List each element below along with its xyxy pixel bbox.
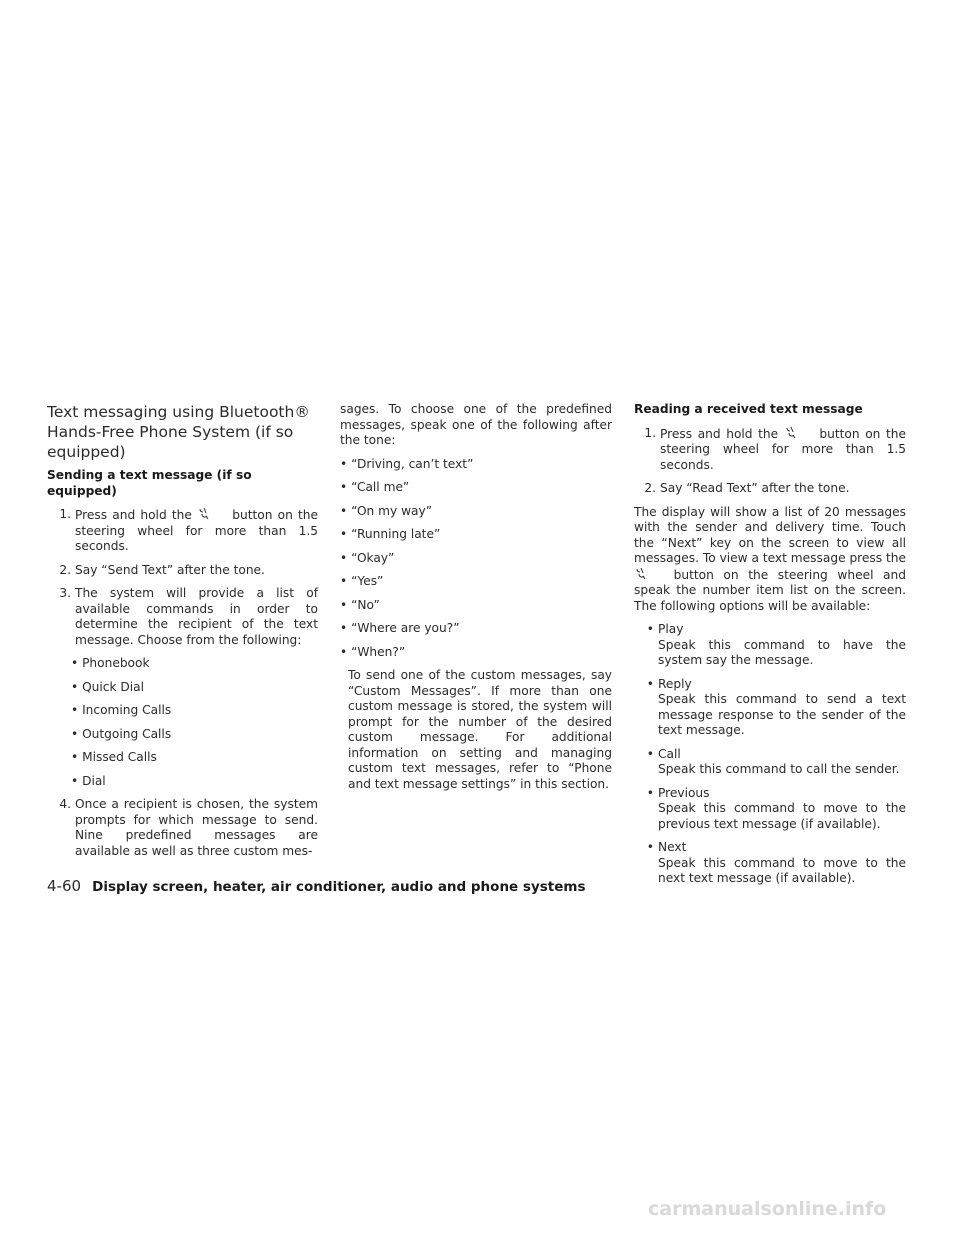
step-text: button on the steering wheel for more than 1.5 seconds.	[660, 426, 907, 472]
step-text: The system will provide a list of available commands in order to determine the recipient of the text message. Choose from the following:	[75, 586, 318, 647]
bullet: •	[646, 746, 654, 761]
column-1	[47, 402, 318, 867]
recipient-option: • Quick Dial	[71, 679, 145, 694]
step-number: 2.	[59, 562, 71, 577]
recipient-option: • Phonebook	[71, 656, 150, 670]
bullet: •	[646, 622, 654, 636]
option-call	[634, 747, 906, 778]
talk-button-icon	[634, 567, 664, 581]
watermark: carmanualsonline.info	[648, 1198, 887, 1220]
option-name: Play	[658, 622, 684, 636]
option-description: Speak this command to call the sender.	[658, 762, 900, 776]
recipient-option: • Incoming Calls	[71, 703, 172, 717]
option-play	[634, 622, 906, 669]
option-name: Reply	[658, 676, 692, 691]
step-text: button on the steering wheel for more than 1.5 seconds.	[75, 508, 318, 553]
column-3	[634, 402, 906, 895]
option-name: Previous	[658, 785, 710, 800]
option-name: Call	[658, 746, 681, 761]
talk-button-icon	[197, 507, 227, 521]
predefined-message: • “Where are you?”	[340, 621, 460, 635]
paragraph-text: The display will show a list of 20 messages with the sender and delivery time. Touch the “Next” key on the screen to view all messages. To view a text message press the	[634, 504, 906, 565]
option-reply	[634, 677, 906, 739]
step-3	[47, 586, 318, 648]
section-title-line: equipped)	[47, 443, 126, 461]
predefined-intro: sages. To choose one of the predefined messages, speak one of the following after the tone:	[340, 402, 612, 447]
option-next	[634, 840, 906, 887]
step-number: 1.	[59, 507, 71, 521]
predefined-message: • “On my way”	[340, 503, 433, 518]
predefined-message: • “Running late”	[340, 527, 441, 541]
option-name: Next	[658, 840, 687, 854]
step-text: Press and hold the	[75, 508, 192, 522]
option-previous	[634, 786, 906, 833]
step-number: 4.	[59, 797, 71, 811]
step-text: Say “Read Text” after the tone.	[660, 481, 850, 495]
column-2	[340, 402, 612, 800]
predefined-message: • “Okay”	[340, 550, 395, 565]
bullet: •	[646, 785, 654, 800]
custom-messages-paragraph: To send one of the custom messages, say “Custom Messages”. If more than one custom message is stored, the system will prompt for the number of the desired custom message. For additional information on setting and managing custom text messages, refer to “Phone and text message settings” in this section.	[348, 668, 612, 791]
page-footer	[47, 876, 607, 896]
paragraph-text: button on the steering wheel and speak the number item list on the screen. The following options will be available:	[634, 567, 906, 613]
bullet: •	[646, 676, 654, 691]
section-title-line: Hands-Free Phone System (if so	[47, 423, 294, 441]
step-2	[47, 563, 318, 579]
talk-button-icon	[784, 426, 814, 440]
chapter-title: Display screen, heater, air conditioner, audio and phone systems	[92, 879, 586, 895]
section-title-line: Text messaging using Bluetooth®	[47, 403, 310, 421]
step-text: Say “Send Text” after the tone.	[75, 562, 265, 577]
section-title	[47, 402, 318, 462]
subheading-reading: Reading a received text message	[634, 402, 863, 416]
step-1	[47, 507, 318, 555]
read-step-1	[634, 426, 906, 474]
step-4	[47, 797, 318, 859]
step-number: 2.	[644, 481, 656, 495]
predefined-message: • “Driving, can’t text”	[340, 456, 474, 471]
read-step-2	[634, 481, 906, 497]
subheading-sending: Sending a text message (if so equipped)	[47, 468, 252, 498]
predefined-message: • “No”	[340, 597, 380, 612]
option-description: Speak this command to move to the next text message (if available).	[658, 855, 906, 885]
step-text: Once a recipient is chosen, the system prompts for which message to send. Nine predefined messages are available as well as three custom mes-	[75, 797, 318, 858]
option-description: Speak this command to send a text message response to the sender of the text message.	[658, 692, 906, 737]
recipient-option: • Missed Calls	[71, 750, 157, 764]
predefined-message: • “Yes”	[340, 574, 384, 588]
step-number: 1.	[644, 425, 656, 440]
predefined-message: • “Call me”	[340, 480, 410, 494]
step-number: 3.	[59, 586, 71, 600]
recipient-option: • Outgoing Calls	[71, 726, 172, 741]
option-description: Speak this command to have the system say the message.	[658, 637, 906, 667]
display-paragraph	[634, 505, 906, 615]
recipient-option: • Dial	[71, 773, 106, 788]
predefined-message: • “When?”	[340, 644, 406, 659]
page-number: 4-60	[47, 877, 82, 895]
option-description: Speak this command to move to the previous text message (if available).	[658, 801, 906, 831]
step-text: Press and hold the	[660, 426, 779, 441]
bullet: •	[646, 840, 654, 854]
